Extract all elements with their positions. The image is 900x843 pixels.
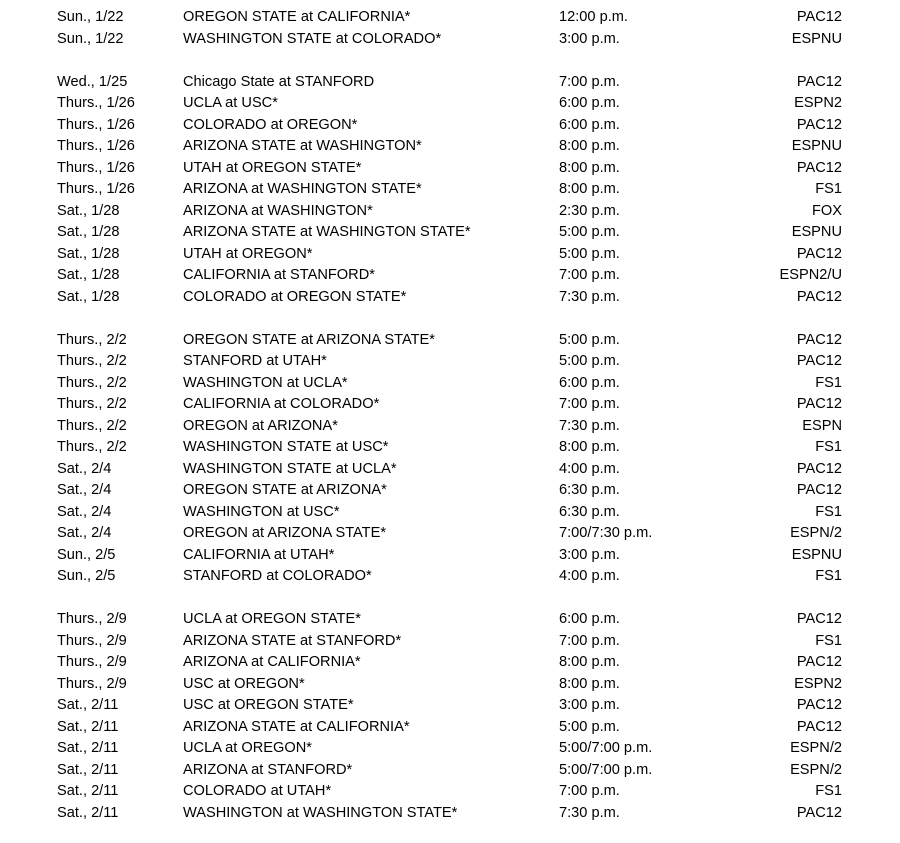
game-matchup: OREGON at ARIZONA STATE* bbox=[183, 525, 386, 541]
game-row bbox=[0, 566, 900, 588]
game-network: ESPN/2 bbox=[790, 525, 842, 541]
game-network: PAC12 bbox=[796, 460, 842, 477]
schedule-block bbox=[0, 330, 900, 588]
game-time: 5:00 p.m. bbox=[559, 245, 620, 262]
game-row bbox=[0, 781, 900, 803]
game-date: Sat., 2/4 bbox=[57, 525, 112, 541]
game-date: Sat., 2/4 bbox=[57, 503, 112, 520]
game-time: 7:30 p.m. bbox=[559, 804, 620, 821]
game-matchup: UCLA at OREGON* bbox=[183, 740, 312, 756]
game-network: ESPN2/U bbox=[779, 267, 842, 283]
game-time: 7:00 p.m. bbox=[559, 396, 620, 412]
game-row bbox=[0, 652, 900, 674]
game-row bbox=[0, 631, 900, 653]
game-row bbox=[0, 287, 900, 309]
game-row bbox=[0, 244, 900, 266]
game-date: Thurs., 1/26 bbox=[57, 159, 135, 176]
game-date: Sun., 1/22 bbox=[57, 9, 124, 25]
game-row bbox=[0, 695, 900, 717]
game-date: Thurs., 2/9 bbox=[57, 632, 127, 649]
game-time: 8:00 p.m. bbox=[559, 159, 620, 176]
game-network: ESPNU bbox=[791, 138, 842, 154]
game-row bbox=[0, 158, 900, 180]
game-matchup: UTAH at OREGON STATE* bbox=[183, 159, 362, 176]
game-network: PAC12 bbox=[796, 73, 842, 90]
schedule-block bbox=[0, 72, 900, 309]
game-matchup: STANFORD at COLORADO* bbox=[183, 568, 372, 584]
game-time: 7:30 p.m. bbox=[559, 417, 620, 434]
game-time: 6:30 p.m. bbox=[559, 503, 620, 520]
game-matchup: COLORADO at UTAH* bbox=[183, 783, 332, 799]
game-time: 7:00 p.m. bbox=[559, 632, 620, 649]
game-matchup: ARIZONA STATE at WASHINGTON STATE* bbox=[183, 224, 471, 240]
game-date: Sat., 1/28 bbox=[57, 267, 120, 283]
game-date: Sun., 2/5 bbox=[57, 546, 116, 563]
game-row bbox=[0, 201, 900, 223]
game-time: 6:00 p.m. bbox=[559, 611, 620, 627]
game-matchup: USC at OREGON* bbox=[183, 675, 305, 692]
game-date: Sat., 2/11 bbox=[57, 761, 119, 778]
game-network: ESPN/2 bbox=[790, 740, 842, 756]
game-matchup: UCLA at USC* bbox=[183, 95, 278, 111]
game-time: 8:00 p.m. bbox=[559, 654, 620, 670]
game-time: 5:00/7:00 p.m. bbox=[559, 740, 653, 756]
game-date: Sat., 1/28 bbox=[57, 202, 120, 219]
game-time: 7:00 p.m. bbox=[559, 267, 620, 283]
game-date: Thurs., 2/9 bbox=[57, 611, 127, 627]
game-time: 4:00 p.m. bbox=[559, 460, 620, 477]
schedule-block bbox=[0, 609, 900, 824]
game-row bbox=[0, 72, 900, 94]
game-row bbox=[0, 502, 900, 524]
game-network: PAC12 bbox=[796, 245, 842, 262]
game-matchup: WASHINGTON STATE at COLORADO* bbox=[183, 30, 442, 47]
game-matchup: WASHINGTON STATE at USC* bbox=[183, 439, 389, 455]
game-date: Thurs., 2/2 bbox=[57, 374, 127, 391]
game-date: Thurs., 2/2 bbox=[57, 396, 127, 412]
game-matchup: ARIZONA at CALIFORNIA* bbox=[183, 654, 361, 670]
game-time: 6:00 p.m. bbox=[559, 116, 620, 133]
game-matchup: COLORADO at OREGON* bbox=[183, 116, 358, 133]
game-network: PAC12 bbox=[796, 654, 842, 670]
game-time: 3:00 p.m. bbox=[559, 697, 620, 713]
game-date: Thurs., 1/26 bbox=[57, 95, 135, 111]
game-network: PAC12 bbox=[796, 159, 842, 176]
game-row bbox=[0, 330, 900, 352]
game-matchup: WASHINGTON STATE at UCLA* bbox=[183, 460, 397, 477]
game-matchup: STANFORD at UTAH* bbox=[183, 353, 327, 369]
game-time: 8:00 p.m. bbox=[559, 181, 620, 197]
game-network: PAC12 bbox=[796, 482, 842, 498]
game-time: 3:00 p.m. bbox=[559, 546, 620, 563]
game-time: 7:00 p.m. bbox=[559, 73, 620, 90]
game-row bbox=[0, 480, 900, 502]
game-time: 2:30 p.m. bbox=[559, 202, 620, 219]
game-network: ESPN/2 bbox=[790, 761, 842, 778]
game-matchup: ARIZONA STATE at WASHINGTON* bbox=[183, 138, 422, 154]
game-row bbox=[0, 738, 900, 760]
block-separator bbox=[0, 588, 900, 610]
game-date: Thurs., 1/26 bbox=[57, 138, 135, 154]
game-network: FS1 bbox=[815, 783, 842, 799]
game-time: 6:30 p.m. bbox=[559, 482, 620, 498]
game-time: 5:00 p.m. bbox=[559, 353, 620, 369]
game-time: 6:00 p.m. bbox=[559, 374, 620, 391]
game-network: FS1 bbox=[815, 503, 842, 520]
game-matchup: OREGON STATE at ARIZONA STATE* bbox=[183, 331, 435, 348]
game-matchup: USC at OREGON STATE* bbox=[183, 697, 354, 713]
game-date: Sat., 1/28 bbox=[57, 288, 120, 305]
game-network: ESPN bbox=[802, 417, 842, 434]
game-time: 5:00/7:00 p.m. bbox=[559, 761, 653, 778]
game-row bbox=[0, 523, 900, 545]
game-row bbox=[0, 115, 900, 137]
game-date: Sat., 1/28 bbox=[57, 245, 120, 262]
game-date: Sat., 2/11 bbox=[57, 783, 119, 799]
game-network: PAC12 bbox=[796, 331, 842, 348]
game-matchup: ARIZONA STATE at STANFORD* bbox=[183, 632, 402, 649]
game-date: Thurs., 2/2 bbox=[57, 439, 127, 455]
game-time: 3:00 p.m. bbox=[559, 30, 620, 47]
game-date: Sun., 2/5 bbox=[57, 568, 116, 584]
game-row bbox=[0, 29, 900, 51]
game-row bbox=[0, 373, 900, 395]
block-separator bbox=[0, 50, 900, 72]
game-network: PAC12 bbox=[796, 697, 842, 713]
game-network: FOX bbox=[812, 202, 842, 219]
game-network: PAC12 bbox=[796, 353, 842, 369]
game-network: ESPNU bbox=[791, 30, 842, 47]
game-network: PAC12 bbox=[796, 288, 842, 305]
game-row bbox=[0, 222, 900, 244]
game-date: Thurs., 1/26 bbox=[57, 116, 135, 133]
game-date: Wed., 1/25 bbox=[57, 73, 128, 90]
game-date: Sat., 2/11 bbox=[57, 718, 119, 735]
game-row bbox=[0, 459, 900, 481]
game-date: Sat., 2/4 bbox=[57, 460, 112, 477]
game-matchup: COLORADO at OREGON STATE* bbox=[183, 288, 407, 305]
game-date: Thurs., 2/9 bbox=[57, 675, 127, 692]
game-network: ESPN2 bbox=[794, 675, 842, 692]
game-date: Sat., 2/4 bbox=[57, 482, 112, 498]
game-network: PAC12 bbox=[796, 9, 842, 25]
game-matchup: Chicago State at STANFORD bbox=[183, 73, 375, 90]
game-matchup: CALIFORNIA at UTAH* bbox=[183, 546, 335, 563]
game-row bbox=[0, 351, 900, 373]
game-row bbox=[0, 136, 900, 158]
game-time: 5:00 p.m. bbox=[559, 331, 620, 348]
game-date: Sat., 2/11 bbox=[57, 697, 119, 713]
game-row bbox=[0, 674, 900, 696]
game-time: 12:00 p.m. bbox=[559, 9, 628, 25]
game-time: 5:00 p.m. bbox=[559, 224, 620, 240]
game-network: PAC12 bbox=[796, 611, 842, 627]
game-network: ESPNU bbox=[791, 546, 842, 563]
game-row bbox=[0, 7, 900, 29]
game-matchup: WASHINGTON at USC* bbox=[183, 503, 340, 520]
game-network: FS1 bbox=[815, 632, 842, 649]
game-matchup: ARIZONA at STANFORD* bbox=[183, 761, 353, 778]
game-network: PAC12 bbox=[796, 396, 842, 412]
game-date: Thurs., 2/2 bbox=[57, 353, 127, 369]
game-row bbox=[0, 265, 900, 287]
game-row bbox=[0, 803, 900, 825]
game-network: FS1 bbox=[815, 374, 842, 391]
game-time: 4:00 p.m. bbox=[559, 568, 620, 584]
game-time: 7:30 p.m. bbox=[559, 288, 620, 305]
game-row bbox=[0, 179, 900, 201]
game-network: FS1 bbox=[815, 439, 842, 455]
game-network: FS1 bbox=[815, 181, 842, 197]
game-date: Sat., 2/11 bbox=[57, 740, 119, 756]
game-matchup: UCLA at OREGON STATE* bbox=[183, 611, 361, 627]
game-matchup: OREGON STATE at CALIFORNIA* bbox=[183, 9, 411, 25]
game-network: FS1 bbox=[815, 568, 842, 584]
game-time: 6:00 p.m. bbox=[559, 95, 620, 111]
block-separator bbox=[0, 308, 900, 330]
schedule-block bbox=[0, 7, 900, 50]
game-row bbox=[0, 545, 900, 567]
game-date: Thurs., 2/2 bbox=[57, 331, 127, 348]
game-time: 8:00 p.m. bbox=[559, 439, 620, 455]
game-matchup: ARIZONA at WASHINGTON STATE* bbox=[183, 181, 422, 197]
game-row bbox=[0, 416, 900, 438]
game-date: Thurs., 2/9 bbox=[57, 654, 127, 670]
game-row bbox=[0, 760, 900, 782]
game-row bbox=[0, 437, 900, 459]
game-matchup: ARIZONA at WASHINGTON* bbox=[183, 202, 373, 219]
game-network: PAC12 bbox=[796, 116, 842, 133]
game-matchup: WASHINGTON at WASHINGTON STATE* bbox=[183, 804, 458, 821]
game-date: Sat., 1/28 bbox=[57, 224, 120, 240]
game-matchup: UTAH at OREGON* bbox=[183, 245, 313, 262]
game-network: PAC12 bbox=[796, 804, 842, 821]
game-row bbox=[0, 717, 900, 739]
game-time: 7:00 p.m. bbox=[559, 783, 620, 799]
game-date: Sat., 2/11 bbox=[57, 804, 119, 821]
game-matchup: OREGON at ARIZONA* bbox=[183, 417, 338, 434]
game-date: Thurs., 2/2 bbox=[57, 417, 127, 434]
game-time: 5:00 p.m. bbox=[559, 718, 620, 735]
game-time: 8:00 p.m. bbox=[559, 138, 620, 154]
game-date: Thurs., 1/26 bbox=[57, 181, 135, 197]
game-network: PAC12 bbox=[796, 718, 842, 735]
game-time: 7:00/7:30 p.m. bbox=[559, 525, 653, 541]
game-time: 8:00 p.m. bbox=[559, 675, 620, 692]
game-date: Sun., 1/22 bbox=[57, 30, 124, 47]
game-matchup: ARIZONA STATE at CALIFORNIA* bbox=[183, 718, 410, 735]
game-matchup: WASHINGTON at UCLA* bbox=[183, 374, 348, 391]
game-row bbox=[0, 609, 900, 631]
game-matchup: CALIFORNIA at COLORADO* bbox=[183, 396, 380, 412]
game-matchup: CALIFORNIA at STANFORD* bbox=[183, 267, 375, 283]
game-matchup: OREGON STATE at ARIZONA* bbox=[183, 482, 387, 498]
game-network: ESPN2 bbox=[794, 95, 842, 111]
game-row bbox=[0, 394, 900, 416]
game-row bbox=[0, 93, 900, 115]
game-network: ESPNU bbox=[791, 224, 842, 240]
